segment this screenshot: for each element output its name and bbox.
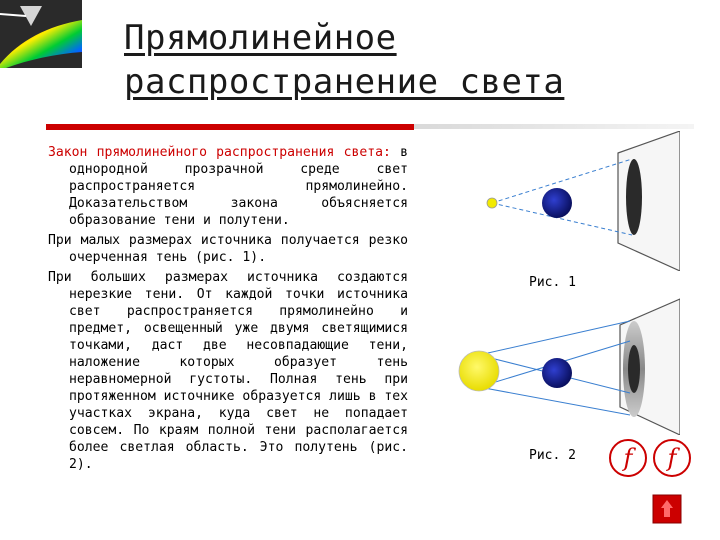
opaque-object xyxy=(542,188,572,218)
paragraph-small-source: При малых размерах источника получается резко очерченная тень (рис. 1). xyxy=(48,233,408,265)
title-underline-red xyxy=(46,124,414,130)
point-light-source xyxy=(487,198,497,208)
paragraph-law xyxy=(48,144,408,229)
umbra-shadow xyxy=(626,159,642,235)
figure-1-caption: Рис. 1 xyxy=(529,275,576,290)
page-title xyxy=(124,16,684,104)
back-arrow-icon[interactable] xyxy=(608,438,648,478)
figure-2-caption: Рис. 2 xyxy=(529,448,576,463)
title-line-1: Прямолинейное xyxy=(124,18,397,58)
back-arrow-glyph: f xyxy=(623,444,633,472)
opaque-object xyxy=(542,358,572,388)
law-statement-highlight: Закон прямолинейного распространения света: xyxy=(48,145,391,160)
title-underline-gray xyxy=(414,124,694,129)
exit-icon[interactable] xyxy=(652,494,682,524)
prism-rainbow-logo-icon xyxy=(0,0,82,68)
law-statement-text: в однородной прозрачной среде свет распространяется прямолинейно. Доказательством закона объясняется образование тени и полутени. xyxy=(69,145,408,228)
paragraph-large-source: При больших размерах источника создаются нерезкие тени. От каждой точки источника свет распространяется прямолинейно и предмет, освещенный уже двумя светящимися точками, даст две несовпадающие тени, наложение которых образует тень неравномерной густоты. Полная тень при протяженном источнике образуется лишь в тех участках экрана, куда свет не попадает совсем. По краям полной тени располагается более светлая область. Это полутень (рис. 2). xyxy=(48,270,408,472)
figure-1-sharp-shadow xyxy=(444,131,680,271)
forward-arrow-icon[interactable] xyxy=(652,438,692,478)
figure-2-penumbra xyxy=(444,297,680,435)
umbra-shadow xyxy=(628,345,640,393)
extended-light-source xyxy=(459,351,499,391)
title-line-2: распространение света xyxy=(124,62,565,102)
body-text xyxy=(48,144,408,476)
forward-arrow-glyph: f xyxy=(667,444,677,472)
